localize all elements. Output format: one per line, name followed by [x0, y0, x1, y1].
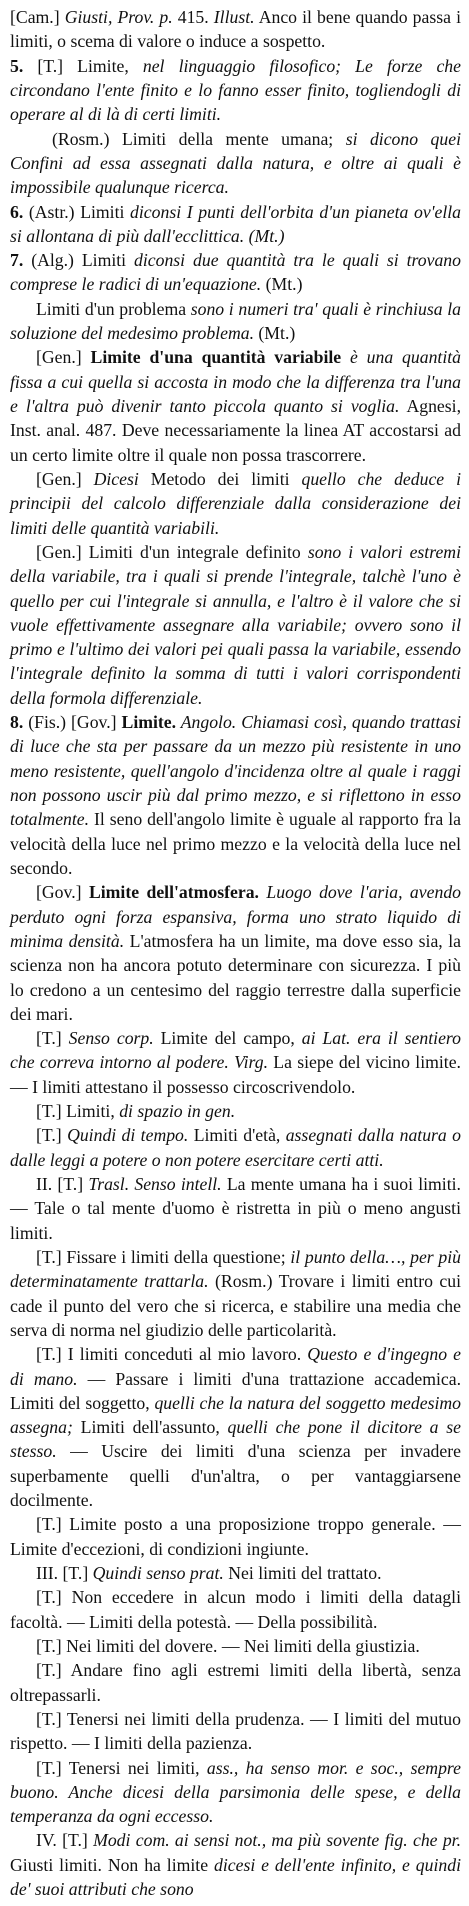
entry-paragraph: [10, 467, 461, 540]
entry-text: [T.] Andare fino agli estremi limiti della libertà, senza oltrepassarli.: [10, 1660, 461, 1705]
entry-text: II. [T.]: [36, 1174, 89, 1194]
entry-text: Il seno dell'angolo limite è uguale al rapporto fra la velocità della luce nel primo mezzo e la velocità della luce nel secondo.: [10, 809, 461, 878]
entry-text: [Gen.] Limiti d'un integrale definito: [36, 541, 308, 562]
entry-paragraph: [10, 1658, 461, 1707]
entry-text-italic: diconsi due quantità tra le quali si trovano comprese le radici di un'equazione.: [10, 250, 461, 295]
entry-text-italic: d'ingegno e di mano.: [10, 1344, 461, 1389]
entry-text: [Gen.]: [36, 468, 94, 489]
entry-text: [T.] Limite,: [23, 55, 143, 76]
entry-text: (Mt.): [254, 323, 296, 344]
entry-text: Metodo dei limiti: [138, 468, 302, 489]
entry-paragraph: [10, 1342, 461, 1512]
entry-text-italic: Senso corp.: [68, 1028, 154, 1049]
entry-text-italic: Luogo dove l'aria, avendo perduto ogni forza espansiva, forma uno strato liquido di minima densità.: [10, 882, 462, 951]
entry-text-italic: sono i numeri tra' quali è rinchiusa la soluzione del medesimo problema.: [10, 298, 461, 344]
entry-text-italic: nel linguaggio filosofico; Le forze che circondano l'ente finito e lo fanno esser finito, togliendogli di operare al di là di certi limiti.: [10, 55, 461, 125]
entry-text: Nei limiti del trattato.: [223, 1563, 382, 1583]
entry-text-italic: Questo e: [307, 1344, 372, 1365]
entry-text-italic: diconsi I punti dell'orbita d'un pianeta ov'ella si allontana di più dall'ecclittica.: [10, 201, 461, 246]
entry-paragraph: [10, 540, 461, 710]
entry-text: (Fis.) [Gov.]: [23, 712, 122, 733]
entry-text-italic: quelli che la natura del soggetto medesimo assegna;: [10, 1392, 461, 1438]
entry-paragraph: [10, 1099, 461, 1123]
entry-paragraph: [10, 1026, 461, 1099]
entry-text: Giusti limiti. Non ha limite: [10, 1854, 214, 1875]
entry-text-italic: Giusti, Prov. p.: [64, 7, 173, 27]
entry-text: — Uscire dei limiti d'una scienza per invadere superbamente quelli d'un'altra, o per vantaggiarsene docilmente.: [10, 1441, 461, 1511]
entry-text: [T.] Tenersi nei limiti,: [36, 1757, 207, 1778]
entry-paragraph: [10, 345, 461, 467]
entry-text: (Alg.) Limiti: [23, 250, 134, 271]
entry-text-italic: (Mt.): [244, 225, 285, 246]
entry-paragraph: [10, 54, 461, 127]
entry-text-italic: è una quantità fissa a cui quella si accosta in modo che la differenza tra l'una e l'altra può divenir tanto piccola quanto si voglia.: [10, 347, 461, 416]
entry-paragraph: [10, 1245, 461, 1342]
entry-text-italic: Quindi senso prat.: [92, 1563, 224, 1583]
entry-paragraph: [10, 200, 461, 249]
entry-text: IV. [T.]: [36, 1830, 94, 1851]
entry-term-bold: Limite dell'atmosfera.: [88, 882, 259, 903]
entry-text: Limiti dell'assunto,: [72, 1417, 228, 1438]
entry-text-italic: ai Lat. era il sentiero che correva intorno al podere. Virg.: [10, 1028, 462, 1073]
sense-number: 7.: [10, 250, 24, 271]
sense-number: 8.: [10, 712, 24, 733]
entry-paragraph: [10, 1634, 461, 1658]
entry-text-italic: ha senso mor. e soc., sempre buono. Anche dicesi della parsimonia delle spese, e della temperanza da ogni eccesso.: [10, 1757, 461, 1827]
entry-text: [T.] Non eccedere in alcun modo i limiti della datagli facoltà. — Limiti della potestà. — Della possibilità.: [10, 1587, 461, 1632]
entry-paragraph: [10, 1561, 461, 1585]
entry-text: (Mt.): [261, 274, 303, 295]
entry-text: Limite del campo,: [153, 1028, 302, 1049]
entry-text-italic: il punto della…, per più determinatamente trattarla.: [10, 1246, 461, 1292]
entry-text-italic: assegnati dalla natura o dalle leggi a potere o non potere esercitare certi atti.: [10, 1125, 461, 1170]
entry-text-italic: si dicono quei Confini ad essa assegnati dalla natura, e oltre ai quali è impossibile qualunque ricerca.: [10, 128, 462, 198]
entry-text: [T.] Fissare i limiti della questione;: [36, 1246, 291, 1267]
sense-number: 5.: [10, 55, 24, 76]
entry-text: Agnesi, Inst. anal. 487. Deve necessariamente la linea AT accostarsi ad un certo limite oltre il quale non possa trascorrere.: [10, 396, 461, 465]
entry-text-italic: quello che deduce i principii del calcolo differenziale dalla considerazione dei limiti delle quantità variabili.: [10, 468, 461, 538]
entry-text-italic: Quindi di tempo.: [67, 1125, 189, 1146]
entry-text: — Passare i limiti d'una trattazione accademica. Limiti del soggetto,: [10, 1368, 462, 1413]
entry-paragraph: [10, 127, 461, 200]
entry-paragraph: [10, 5, 461, 54]
entry-paragraph: [10, 1585, 461, 1634]
entry-paragraph: [10, 1707, 461, 1756]
entry-paragraph: [10, 710, 461, 880]
entry-text: Limiti d'un problema: [36, 298, 191, 319]
entry-paragraph: [10, 1172, 461, 1245]
entry-text: [Cam.]: [10, 7, 65, 27]
entry-text: (Rosm.) Trovare i limiti entro cui cade il punto del vero che si ricerca, e stabilire una media che serva di norma nel giudizio delle particolarità.: [10, 1271, 461, 1340]
entry-text: [T.] Tenersi nei limiti della prudenza. — I limiti del mutuo rispetto. — I limiti della pazienza.: [10, 1708, 461, 1754]
entry-text-italic: dicesi e dell'ente infinito, e quindi de' suoi attributi che sono: [10, 1854, 461, 1900]
entry-paragraph: [10, 1756, 461, 1829]
entry-paragraph: [10, 1512, 461, 1561]
entry-text-italic: Angolo. Chiamasi così, quando trattasi di luce che sta per passare da un mezzo più resistente in uno meno resistente, quell'angolo d'incidenza oltre al quale i raggi non possono uscir più dal primo mezzo, e si riflettono in esso totalmente.: [10, 712, 461, 830]
entry-text: Anco il bene quando passa i limiti, o scema di valore o induce a sospetto.: [10, 7, 461, 52]
entry-text: 415.: [172, 7, 214, 27]
entry-text-italic: di spazio in gen.: [119, 1101, 236, 1122]
entry-text: [T.] I limiti conceduti al mio lavoro.: [36, 1344, 308, 1365]
entry-paragraph: [10, 1828, 461, 1901]
entry-text-italic: sono i valori estremi della variabile, tra i quali si prende l'integrale, talchè l'uno è quello per cui l'integrale si annulla, e l'altro è il valore che si vuole effettivamente assegnare alla variabile; ovvero sono il primo e l'ultimo dei valori pei quali passa la variabile, essendo l'integrale definito la somma di tutti i valori corrispondenti della formola differenziale.: [10, 541, 461, 708]
entry-text: [Gen.]: [36, 347, 91, 368]
entry-paragraph: [10, 297, 461, 346]
entry-text: [T.] Limiti,: [36, 1101, 120, 1122]
entry-text-italic: ass.,: [206, 1757, 239, 1778]
entry-text: [T.] Limite posto a una proposizione troppo generale. — Limite d'eccezioni, di condizioni ingiunte.: [10, 1514, 461, 1559]
entry-text-italic: Modi com. ai sensi not., ma più sovente fig. che pr.: [93, 1830, 462, 1851]
entry-paragraph: [10, 248, 461, 297]
entry-text: L'atmosfera ha un limite, ma dove esso sia, la scienza non ha ancora potuto determinare con sicurezza. I più lo credono a un centesimo del raggio terrestre dalla superficie dei mari.: [10, 930, 462, 1024]
entry-paragraph: [10, 880, 461, 1026]
entry-term-bold: Limite d'una quantità variabile: [90, 347, 342, 368]
entry-text-italic: quelli che pone il dicitore a se stesso.: [10, 1417, 461, 1462]
entry-text: [T.]: [36, 1125, 68, 1146]
sense-number: 6.: [10, 201, 24, 222]
entry-paragraph: [10, 1123, 461, 1172]
entry-text: [Gov.]: [36, 882, 89, 903]
entry-text-italic: Illust.: [213, 7, 255, 27]
entry-text-italic: Trasl. Senso intell.: [88, 1174, 222, 1194]
entry-text: [T.] Nei limiti del dovere. — Nei limiti della giustizia.: [36, 1635, 420, 1656]
entry-text: (Astr.) Limiti: [23, 201, 131, 222]
entry-text: Limiti d'età,: [188, 1125, 286, 1146]
entry-text: (Rosm.) Limiti della mente umana;: [52, 128, 346, 149]
entry-text: La siepe del vicino limite. — I limiti attestano il possesso circoscrivendolo.: [10, 1052, 461, 1097]
entry-text: La mente umana ha i suoi limiti. — Tale o tal mente d'uomo è ristretta in più o meno angusti limiti.: [10, 1174, 461, 1243]
entry-term-bold: Limite.: [121, 712, 177, 733]
entry-text: [T.]: [36, 1028, 69, 1049]
entry-text: III. [T.]: [36, 1563, 93, 1583]
entry-text-italic: Dicesi: [93, 468, 139, 489]
